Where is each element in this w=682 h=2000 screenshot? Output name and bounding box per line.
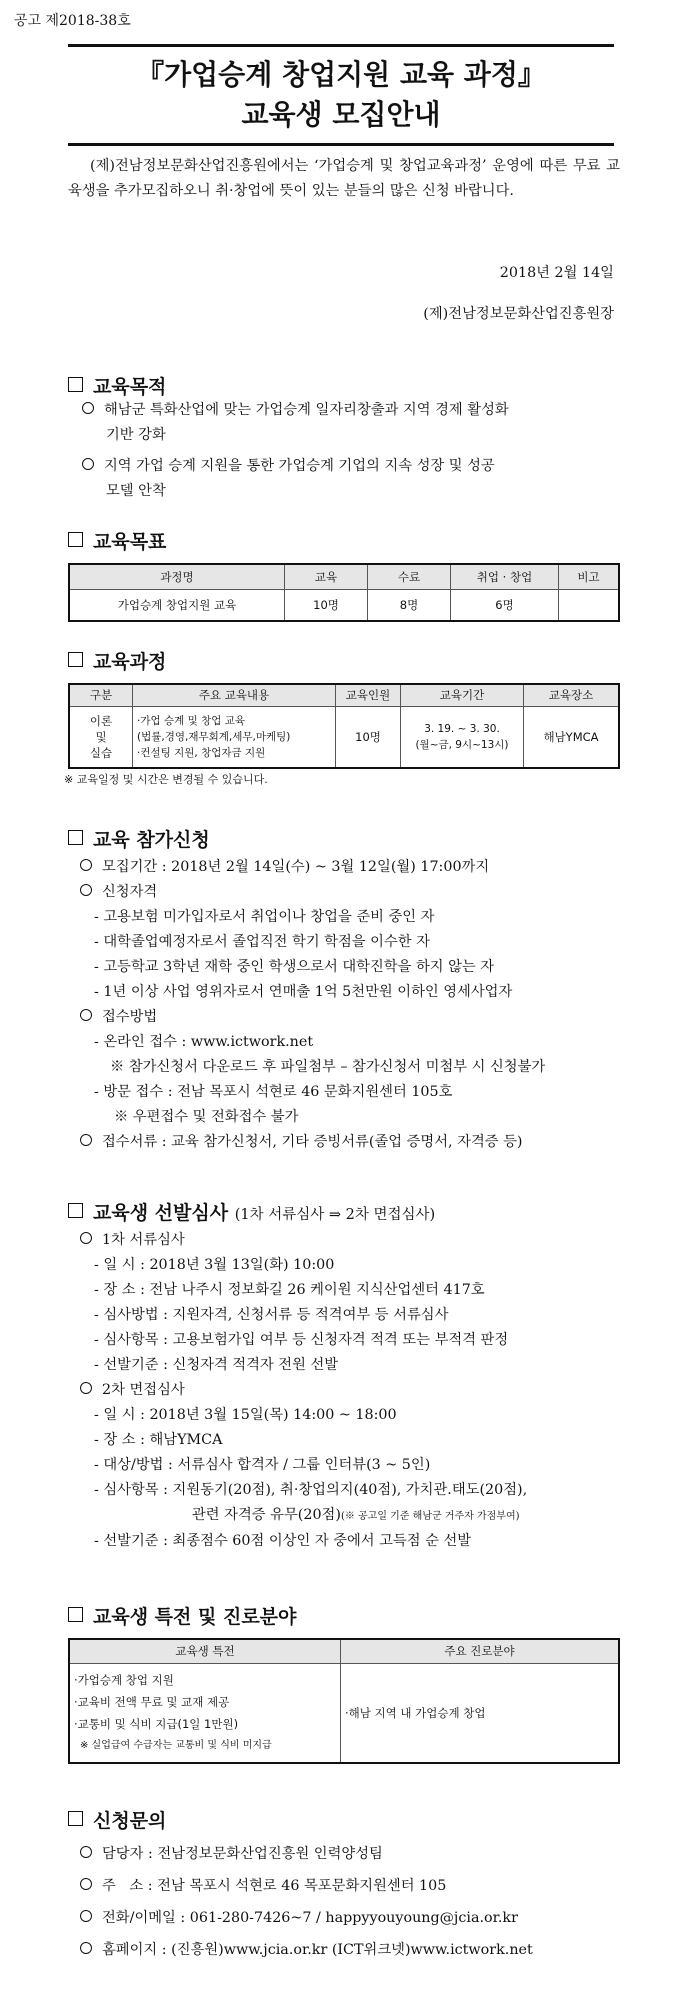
list-item: 홈페이지 : (진흥원)www.jcia.or.kr (ICT위크넷)www.ictwork.net [80,1934,533,1966]
circle-bullet-icon [82,458,94,470]
list-item-cont: 기반 강화 [106,427,166,443]
table-header: 교육인원 [336,684,401,706]
list-subitem: - 선발기준 : 신청자격 적격자 전원 선발 [94,1357,339,1373]
notice-date: 2018년 2월 14일 [499,265,614,281]
circle-bullet-icon [80,1846,92,1858]
section-goal: 교육목표 [68,527,166,554]
list-item: 지역 가업 승계 지원을 통한 가업승계 기업의 지속 성장 및 성공 [82,454,509,479]
list-subitem: - 대상/방법 : 서류심사 합격자 / 그룹 인터뷰(3 ~ 5인) [94,1457,431,1473]
square-bullet-icon [68,377,83,392]
list-item: 접수방법 [80,1005,545,1030]
list-subitem: - 장 소 : 전남 나주시 정보화길 26 케이원 지식산업센터 417호 [94,1282,485,1298]
inquiry-list [80,1838,533,1966]
list-item: 모집기간 : 2018년 2월 14일(수) ~ 3월 12일(월) 17:00까지 [80,855,545,880]
table-cell: 해남YMCA [524,706,620,768]
table-cell: 10명 [285,589,368,621]
title-rule-top [68,44,614,47]
title-rule-bottom [68,143,614,146]
circle-bullet-icon [80,884,92,896]
list-item: 주 소 : 전남 목포시 석현로 46 목포문화지원센터 105 [80,1870,533,1902]
circle-bullet-icon [80,1942,92,1954]
list-subitem: - 방문 접수 : 전남 목포시 석현로 46 문화지원센터 105호 [94,1084,453,1100]
section-selection: 교육생 선발심사 (1차 서류심사 ⇒ 2차 면접심사) [68,1198,435,1225]
page-subtitle: 교육생 모집안내 [241,98,441,131]
circle-bullet-icon [80,1232,92,1244]
list-subitem: - 심사항목 : 고용보험가입 여부 등 신청자격 적격 또는 부적격 판정 [94,1332,509,1348]
list-item: 1차 서류심사 [80,1228,527,1253]
list-item: 접수서류 : 교육 참가신청서, 기타 증빙서류(졸업 증명서, 자격증 등) [80,1130,545,1155]
table-header: 교육장소 [524,684,620,706]
list-subitem: - 장 소 : 해남YMCA [94,1432,223,1448]
table-header: 구분 [69,684,133,706]
table-header: 취업 · 창업 [451,564,559,589]
list-item-cont: 모델 안착 [106,483,166,499]
page-title: 『가업승계 창업지원 교육 과정』 [136,58,546,91]
course-note: ※ 교육일정 및 시간은 변경될 수 있습니다. [64,773,268,786]
list-subitem: - 대학졸업예정자로서 졸업직전 학기 학점을 이수한 자 [94,934,430,950]
table-header: 주요 진로분야 [341,1639,620,1663]
circle-bullet-icon [80,1009,92,1021]
list-note: ※ 우편접수 및 전화접수 불가 [114,1109,299,1125]
list-subitem: - 선발기준 : 최종점수 60점 이상인 자 중에서 고득점 순 선발 [94,1533,472,1549]
circle-bullet-icon [80,1910,92,1922]
table-header: 주요 교육내용 [133,684,336,706]
table-cell: 3. 19. ~ 3. 30. (월~금, 9시~13시) [401,706,524,768]
selection-list [80,1228,527,1554]
table-cell: 6명 [451,589,559,621]
list-subitem: - 고용보험 미가입자로서 취업이나 창업을 준비 중인 자 [94,909,435,925]
list-item: 담당자 : 전남정보문화산업진흥원 인력양성팀 [80,1838,533,1870]
list-item: 2차 면접심사 [80,1378,527,1403]
square-bullet-icon [68,532,83,547]
list-subitem: - 온라인 접수 : www.ictwork.net [94,1034,314,1050]
list-note: ※ 참가신청서 다운로드 후 파일첨부 – 참가신청서 미첨부 시 신청불가 [110,1059,546,1075]
table-header: 비고 [559,564,620,589]
table-cell: ·가업 승계 및 창업 교육 (법률,경영,재무회계,세무,마케팅) ·컨설팅 지원, 창업자금 지원 [133,706,336,768]
signer: (제)전남정보문화산업진흥원장 [423,306,614,322]
table-cell: 8명 [368,589,451,621]
table-header: 과정명 [69,564,285,589]
table-header: 교육생 특전 [69,1639,341,1663]
list-item: 전화/이메일 : 061-280-7426~7 / happyyouyoung@jcia.or.kr [80,1902,533,1934]
list-subitem: - 심사항목 : 지원동기(20점), 취·창업의지(40점), 가치관.태도(20점), [94,1482,528,1498]
list-subitem: - 1년 이상 사업 영위자로서 연매출 1억 5천만원 이하인 영세사업자 [94,984,513,1000]
goal-table [68,563,620,622]
section-benefit: 교육생 특전 및 진로분야 [68,1602,296,1629]
table-header: 수료 [368,564,451,589]
table-cell: ·가업승계 창업 지원 ·교육비 전액 무료 및 교재 제공 ·교통비 및 식비 지급(1일 1만원) ※ 실업급여 수급자는 교통비 및 식비 미지급 [69,1663,341,1763]
square-bullet-icon [68,1811,83,1826]
section-purpose: 교육목적 [68,372,166,399]
list-subitem-cont: 관련 자격증 유무(20점)(※ 공고일 기준 해남군 거주자 가점부여) [192,1507,520,1523]
list-subitem: - 심사방법 : 지원자격, 신청서류 등 적격여부 등 서류심사 [94,1307,449,1323]
purpose-list [82,398,509,504]
table-cell: ·해남 지역 내 가업승계 창업 [341,1663,620,1763]
list-subitem: - 일 시 : 2018년 3월 13일(화) 10:00 [94,1257,335,1273]
list-subitem: - 고등학교 3학년 재학 중인 학생으로서 대학진학을 하지 않는 자 [94,959,495,975]
table-header: 교육 [285,564,368,589]
section-course: 교육과정 [68,647,166,674]
course-table [68,683,620,769]
square-bullet-icon [68,652,83,667]
table-header: 교육기간 [401,684,524,706]
list-item: 신청자격 [80,880,545,905]
benefit-table [68,1638,620,1764]
circle-bullet-icon [80,1878,92,1890]
square-bullet-icon [68,1607,83,1622]
notice-number: 공고 제2018-38호 [14,13,131,29]
table-cell: 이론 및 실습 [69,706,133,768]
square-bullet-icon [68,1203,83,1218]
section-inquiry: 신청문의 [68,1806,166,1833]
apply-list [80,855,545,1155]
square-bullet-icon [68,830,83,845]
intro-paragraph: (제)전남정보문화산업진흥원에서는 ‘가업승계 및 창업교육과정’ 운영에 따른 무료 교육생을 추가모집하오니 취·창업에 뜻이 있는 분들의 많은 신청 바랍니다. [68,158,620,199]
section-apply: 교육 참가신청 [68,825,210,852]
circle-bullet-icon [80,1382,92,1394]
table-cell [559,589,620,621]
circle-bullet-icon [82,402,94,414]
circle-bullet-icon [80,1134,92,1146]
table-cell: 10명 [336,706,401,768]
table-cell: 가업승계 창업지원 교육 [69,589,285,621]
list-subitem: - 일 시 : 2018년 3월 15일(목) 14:00 ~ 18:00 [94,1407,397,1423]
circle-bullet-icon [80,859,92,871]
list-item: 해남군 특화산업에 맞는 가업승계 일자리창출과 지역 경제 활성화 [82,398,509,423]
